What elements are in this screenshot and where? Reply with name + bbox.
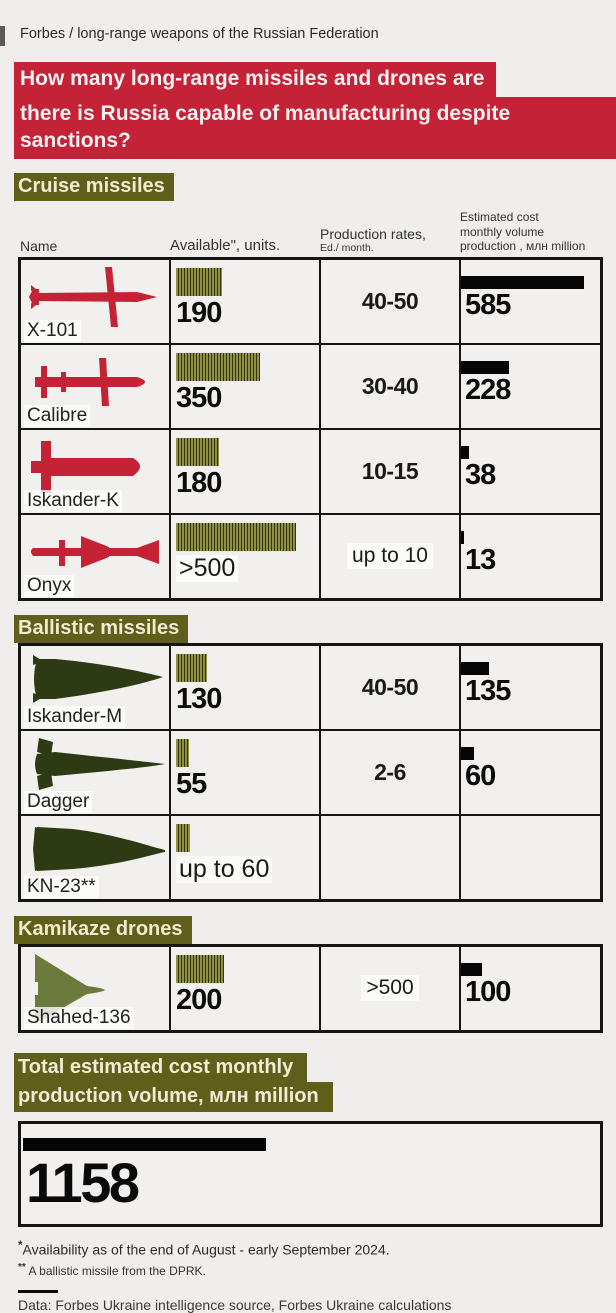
- column-header-production: [320, 226, 460, 257]
- weapon-name: KN-23**: [24, 876, 99, 898]
- table-row: [21, 345, 600, 430]
- cost-bar: [461, 276, 584, 289]
- total-label-line-2: production volume, млн million: [14, 1082, 333, 1111]
- footnote-dprk: ** A ballistic missile from the DPRK.: [18, 1262, 206, 1279]
- name-cell: [21, 731, 171, 814]
- available-value: 55: [176, 767, 207, 800]
- production-value: 40-50: [361, 673, 419, 700]
- available-bar: [176, 824, 190, 852]
- cost-cell: [461, 260, 600, 343]
- available-cell: [171, 515, 321, 598]
- cost-value: 60: [465, 759, 496, 792]
- cost-bar: [461, 963, 482, 976]
- column-header-available: Available", units.: [170, 236, 281, 254]
- footnotes: [18, 1239, 616, 1313]
- table-row: [21, 515, 600, 598]
- production-value: up to 10: [347, 543, 433, 569]
- cost-value: 38: [465, 458, 496, 491]
- production-value: 10-15: [361, 457, 419, 484]
- production-value: 30-40: [361, 372, 419, 399]
- cost-cell: [461, 515, 600, 598]
- cost-bar: [461, 662, 489, 675]
- available-value: 350: [176, 381, 222, 414]
- cost-value: 585: [465, 288, 511, 321]
- footnote-availability: *Availability as of the end of August - early September 2024.: [18, 1238, 390, 1258]
- column-headers: [18, 205, 603, 257]
- name-cell: [21, 947, 171, 1030]
- available-cell: [171, 731, 321, 814]
- production-cell: [321, 515, 461, 598]
- available-bar: [176, 523, 296, 551]
- available-bar: [176, 438, 219, 466]
- production-cell: [321, 646, 461, 729]
- production-cell: [321, 947, 461, 1030]
- cost-bar: [461, 747, 474, 760]
- available-value: 190: [176, 296, 222, 329]
- total-label: [14, 1053, 616, 1112]
- total-value: 1158: [26, 1150, 138, 1214]
- weapon-name: Iskander-M: [24, 706, 125, 728]
- cost-bar: [461, 361, 509, 374]
- column-header-cost-line1: Estimated cost: [460, 209, 539, 224]
- production-value: 40-50: [361, 287, 419, 314]
- page-title: [14, 62, 616, 159]
- available-cell: [171, 646, 321, 729]
- production-value: >500: [361, 975, 418, 1001]
- total-label-line-1: Total estimated cost monthly: [14, 1053, 307, 1082]
- cost-cell: [461, 430, 600, 513]
- cost-bar: [461, 531, 464, 544]
- weapons-table: [18, 944, 603, 1033]
- production-cell: [321, 731, 461, 814]
- cost-cell: [461, 731, 600, 814]
- production-cell: [321, 345, 461, 428]
- production-cell: [321, 260, 461, 343]
- name-cell: [21, 430, 171, 513]
- weapon-name: Calibre: [24, 405, 90, 427]
- production-cell: [321, 816, 461, 899]
- available-value: up to 60: [176, 856, 272, 884]
- page-title-line-1: How many long-range missiles and drones are: [14, 62, 496, 97]
- available-cell: [171, 260, 321, 343]
- column-header-name: Name: [20, 237, 58, 254]
- breadcrumb: Forbes / long-range weapons of the Russian Federation: [20, 26, 379, 42]
- table-row: [21, 260, 600, 345]
- available-cell: [171, 947, 321, 1030]
- total-box: [18, 1121, 603, 1227]
- name-cell: [21, 646, 171, 729]
- weapon-name: Onyx: [24, 575, 74, 597]
- weapons-table: [18, 257, 603, 601]
- cost-value: 135: [465, 674, 511, 707]
- weapon-name: Shahed-136: [24, 1007, 134, 1029]
- section-label: Cruise missiles: [14, 173, 174, 201]
- section-label: Ballistic missiles: [14, 615, 188, 643]
- table-row: [21, 430, 600, 515]
- available-value: 130: [176, 682, 222, 715]
- available-value: 200: [176, 983, 222, 1016]
- section-label: Kamikaze drones: [14, 916, 192, 944]
- available-bar: [176, 268, 222, 296]
- data-source: Data: Forbes Ukraine intelligence source, Forbes Ukraine calculations: [18, 1297, 452, 1313]
- available-bar: [176, 739, 189, 767]
- available-bar: [176, 353, 260, 381]
- table-row: [21, 816, 600, 899]
- weapon-sections: [0, 173, 616, 1033]
- weapon-name: X-101: [24, 320, 81, 342]
- column-header-cost: [460, 210, 603, 257]
- name-cell: [21, 816, 171, 899]
- table-row: [21, 646, 600, 731]
- table-row: [21, 947, 600, 1030]
- table-row: [21, 731, 600, 816]
- weapons-table: [18, 643, 603, 902]
- available-bar: [176, 955, 224, 983]
- cost-cell: [461, 646, 600, 729]
- available-value: >500: [176, 555, 238, 583]
- weapon-name: Iskander-K: [24, 490, 122, 512]
- cost-value: 228: [465, 373, 511, 406]
- weapon-name: Dagger: [24, 791, 92, 813]
- production-value: 2-6: [374, 758, 406, 785]
- column-header-production-line2: Ed./ month.: [320, 241, 374, 254]
- available-cell: [171, 430, 321, 513]
- production-cell: [321, 430, 461, 513]
- cost-cell: [461, 345, 600, 428]
- total-cost-bar: [23, 1138, 266, 1151]
- cost-bar: [461, 446, 469, 459]
- available-cell: [171, 816, 321, 899]
- cost-cell: [461, 816, 600, 899]
- available-cell: [171, 345, 321, 428]
- name-cell: [21, 260, 171, 343]
- cost-cell: [461, 947, 600, 1030]
- source-divider: [18, 1290, 58, 1293]
- cost-value: 100: [465, 975, 511, 1008]
- name-cell: [21, 515, 171, 598]
- cost-value: 13: [465, 543, 496, 576]
- page-title-line-2: there is Russia capable of manufacturing despite sanctions?: [14, 97, 616, 159]
- available-bar: [176, 654, 207, 682]
- column-header-cost-line3: production , млн million: [460, 239, 586, 254]
- scan-artifact-mark: [0, 26, 5, 46]
- column-header-cost-line2: monthly volume: [460, 224, 545, 239]
- name-cell: [21, 345, 171, 428]
- available-value: 180: [176, 466, 222, 499]
- column-header-production-line1: Production rates,: [320, 225, 426, 242]
